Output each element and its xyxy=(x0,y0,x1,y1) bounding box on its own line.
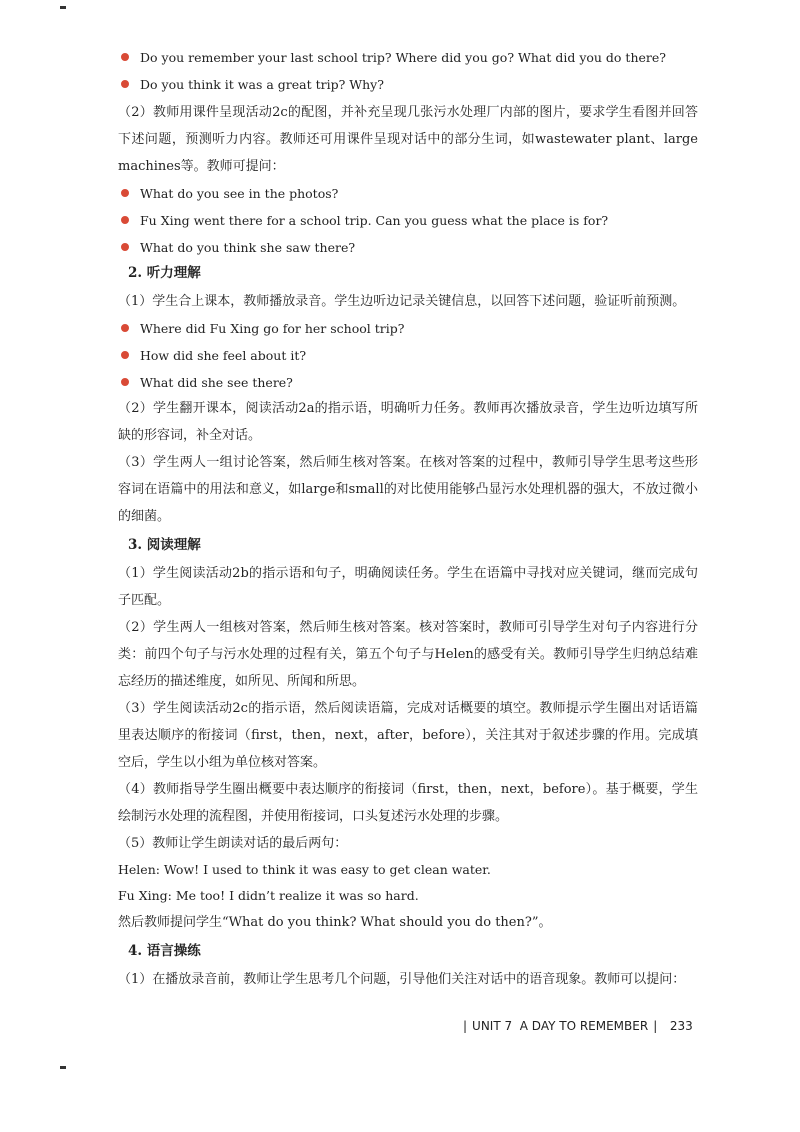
paragraph-read-3: （3）学生阅读活动2c的指示语，然后阅读语篇，完成对话概要的填空。教师提示学生圈出对话语篇里表达顺序的衔接词（first，then，next，after，before），关注其对于叙述步骤的作用。完成填空后，学生以小组为单位核对答案。 xyxy=(118,701,698,770)
bullet-icon xyxy=(121,80,129,88)
page-content xyxy=(118,50,698,993)
bullet-icon xyxy=(121,243,129,251)
paragraph-read-4: （4）教师指导学生圈出概要中表达顺序的衔接词（first，then，next，before）。基于概要，学生绘制污水处理的流程图，并使用衔接词，口头复述污水处理的步骤。 xyxy=(118,782,698,824)
scan-mark-bottom xyxy=(60,1066,66,1069)
list-item: Where did Fu Xing go for her school trip? xyxy=(118,321,698,337)
bullet-icon xyxy=(121,216,129,224)
list-item: Do you think it was a great trip? Why? xyxy=(118,77,698,93)
dialogue-line: Helen: Wow! I used to think it was easy to get clean water. xyxy=(118,862,491,877)
list-item: What do you think she saw there? xyxy=(118,240,698,256)
paragraph-listen-3: （3）学生两人一组讨论答案，然后师生核对答案。在核对答案的过程中，教师引导学生思考这些形容词在语篇中的用法和意义，如large和small的对比使用能够凸显污水处理机器的强大，不放过微小的细菌。 xyxy=(118,455,698,524)
bullet-icon xyxy=(121,351,129,359)
scan-mark-top xyxy=(60,6,66,9)
list-item: Do you remember your last school trip? Where did you go? What did you do there? xyxy=(118,50,698,66)
paragraph-read-2: （2）学生两人一组核对答案，然后师生核对答案。核对答案时，教师可引导学生对句子内容进行分类：前四个句子与污水处理的过程有关，第五个句子与Helen的感受有关。教师引导学生归纳总结难忘经历的描述维度，如所见、所闻和所思。 xyxy=(118,620,698,689)
paragraph-read-6: 然后教师提问学生“What do you think? What should you do then?”。 xyxy=(118,915,552,930)
list-item: How did she feel about it? xyxy=(118,348,698,364)
footer-divider: | xyxy=(463,1019,468,1033)
bullet-icon xyxy=(121,189,129,197)
paragraph-prelisten-2: （2）教师用课件呈现活动2c的配图，并补充呈现几张污水处理厂内部的图片，要求学生看图并回答下述问题，预测听力内容。教师还可用课件呈现对话中的部分生词，如wastewater plant、large machines等。教师可提问： xyxy=(118,105,698,174)
dialogue-line: Fu Xing: Me too! I didn’t realize it was so hard. xyxy=(118,888,419,903)
footer-title: A DAY TO REMEMBER xyxy=(519,1019,649,1033)
bullet-icon xyxy=(121,378,129,386)
bullet-icon xyxy=(121,53,129,61)
section-heading-reading: 3. 阅读理解 xyxy=(128,537,201,553)
page-footer xyxy=(458,1019,698,1033)
paragraph-read-1: （1）学生阅读活动2b的指示语和句子，明确阅读任务。学生在语篇中寻找对应关键词，继而完成句子匹配。 xyxy=(118,566,698,608)
footer-unit: UNIT 7 xyxy=(472,1019,513,1033)
section-heading-listening: 2. 听力理解 xyxy=(128,265,201,281)
list-item: What do you see in the photos? xyxy=(118,186,698,202)
paragraph-listen-2: （2）学生翻开课本，阅读活动2a的指示语，明确听力任务。教师再次播放录音，学生边听边填写所缺的形容词，补全对话。 xyxy=(118,401,698,443)
section-heading-language: 4. 语言操练 xyxy=(128,943,201,959)
bullet-icon xyxy=(121,324,129,332)
paragraph-listen-1: （1）学生合上课本，教师播放录音。学生边听边记录关键信息，以回答下述问题，验证听前预测。 xyxy=(118,294,686,309)
list-item: What did she see there? xyxy=(118,375,698,391)
list-item: Fu Xing went there for a school trip. Can you guess what the place is for? xyxy=(118,213,698,229)
footer-divider: | xyxy=(653,1019,658,1033)
page-number: 233 xyxy=(669,1019,693,1033)
paragraph-lang-1: （1）在播放录音前，教师让学生思考几个问题，引导他们关注对话中的语音现象。教师可以提问： xyxy=(118,972,686,987)
paragraph-read-5: （5）教师让学生朗读对话的最后两句： xyxy=(118,836,348,851)
